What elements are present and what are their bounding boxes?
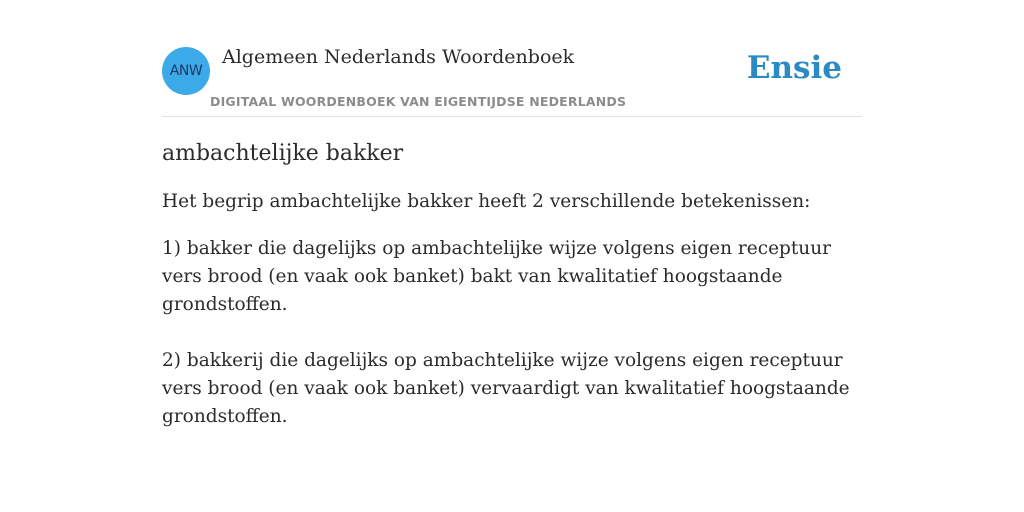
site-subtitle: DIGITAAL WOORDENBOEK VAN EIGENTIJDSE NEDERLANDS <box>210 94 627 109</box>
meaning-1: 1) bakker die dagelijks op ambachtelijke wijze volgens eigen receptuur vers brood (en vaak ook banket) bakt van kwalitatief hoogstaande grondstoffen. <box>162 238 831 315</box>
entry-intro: Het begrip ambachtelijke bakker heeft 2 verschillende betekenissen: <box>162 191 811 212</box>
ensie-brand-logo[interactable]: Ensie <box>746 50 842 86</box>
entry-content <box>162 138 862 431</box>
meaning-2: 2) bakkerij die dagelijks op ambachtelijke wijze volgens eigen receptuur vers brood (en vaak ook banket) vervaardigt van kwalitatief hoogstaande grondstoffen. <box>162 350 850 427</box>
entry-term: ambachtelijke bakker <box>162 141 404 166</box>
site-header <box>162 40 862 117</box>
anw-logo[interactable] <box>162 47 210 95</box>
site-title[interactable]: Algemeen Nederlands Woordenboek <box>222 46 575 68</box>
anw-logo-text: ANW <box>169 63 203 79</box>
